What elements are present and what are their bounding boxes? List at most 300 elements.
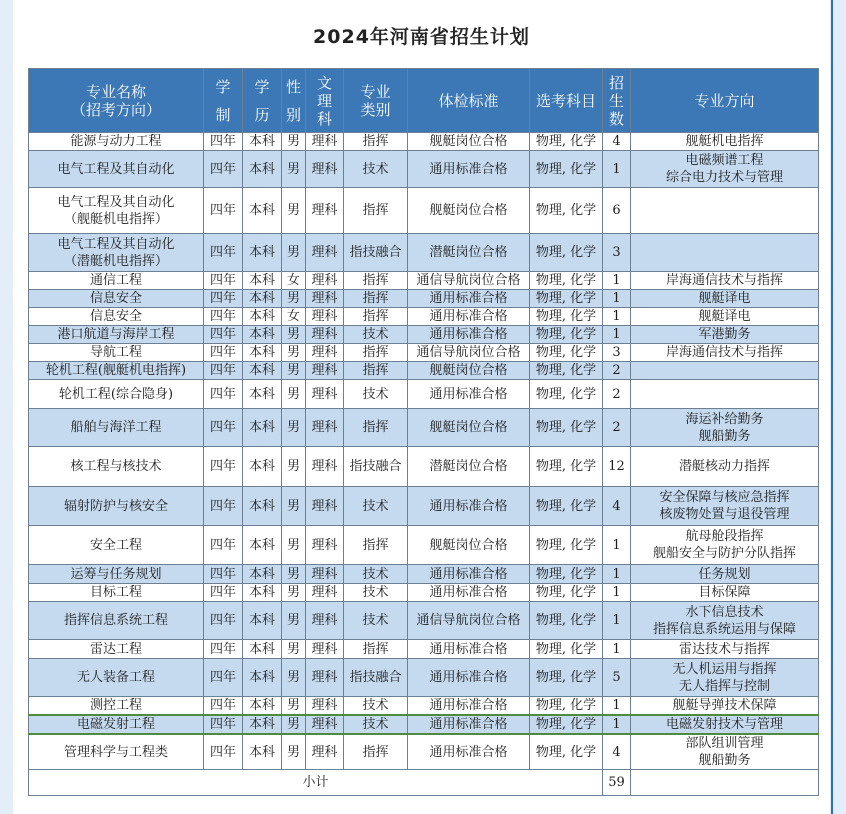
- cell-direction-line: 舰艇机电指挥: [685, 134, 764, 149]
- cell-duration: 四年: [204, 715, 243, 734]
- cell-major-line: 能源与动力工程: [70, 134, 162, 149]
- header-quota-line: 招: [608, 73, 624, 92]
- cell-physical: 通用标准合格: [408, 640, 530, 659]
- header-degree: [243, 69, 282, 133]
- cell-direction-line: 部队组训管理: [685, 736, 764, 751]
- cell-major: [29, 380, 204, 409]
- page-right-border: [831, 0, 833, 814]
- cell-direction-line: 舰艇译电: [698, 309, 751, 324]
- cell-degree: 本科: [243, 697, 282, 716]
- cell-physical: 通用标准合格: [408, 697, 530, 716]
- cell-gender: 男: [282, 133, 306, 151]
- cell-degree: 本科: [243, 188, 282, 234]
- cell-gender: 男: [282, 290, 306, 308]
- cell-track: 理科: [306, 697, 344, 716]
- cell-duration: 四年: [204, 734, 243, 770]
- table-row: [29, 380, 819, 409]
- cell-quota: 5: [603, 659, 631, 697]
- cell-physical: 通用标准合格: [408, 290, 530, 308]
- cell-gender: 男: [282, 659, 306, 697]
- cell-category: 指挥: [344, 272, 408, 290]
- cell-track: 理科: [306, 188, 344, 234]
- cell-category: 指技融合: [344, 659, 408, 697]
- cell-degree: 本科: [243, 380, 282, 409]
- cell-direction-line: 舰船勤务: [698, 753, 751, 768]
- cell-degree: 本科: [243, 487, 282, 526]
- cell-major: [29, 133, 204, 151]
- cell-major: [29, 362, 204, 380]
- cell-duration: 四年: [204, 697, 243, 716]
- cell-duration: 四年: [204, 380, 243, 409]
- cell-track: 理科: [306, 272, 344, 290]
- table-row: [29, 697, 819, 716]
- cell-subjects: 物理, 化学: [530, 188, 603, 234]
- table-row: [29, 565, 819, 584]
- cell-physical: 通用标准合格: [408, 151, 530, 188]
- cell-direction: [631, 409, 819, 447]
- cell-gender: 女: [282, 272, 306, 290]
- cell-duration: 四年: [204, 584, 243, 602]
- cell-degree: 本科: [243, 308, 282, 326]
- cell-degree: 本科: [243, 362, 282, 380]
- cell-direction-line: 电磁发射技术与管理: [665, 717, 783, 732]
- header-gender: [282, 69, 306, 133]
- cell-degree: 本科: [243, 526, 282, 565]
- cell-quota: 2: [603, 380, 631, 409]
- cell-gender: 男: [282, 640, 306, 659]
- cell-category: 指挥: [344, 344, 408, 362]
- cell-subjects: 物理, 化学: [530, 380, 603, 409]
- cell-degree: 本科: [243, 409, 282, 447]
- cell-track: 理科: [306, 447, 344, 487]
- cell-major-line: 辐射防护与核安全: [63, 498, 168, 514]
- table-row: [29, 447, 819, 487]
- cell-direction: [631, 697, 819, 716]
- cell-quota: 1: [603, 526, 631, 565]
- cell-subjects: 物理, 化学: [530, 697, 603, 716]
- cell-direction: [631, 234, 819, 272]
- cell-quota: 1: [603, 602, 631, 640]
- cell-major: [29, 565, 204, 584]
- cell-gender: 男: [282, 584, 306, 602]
- cell-duration: 四年: [204, 659, 243, 697]
- cell-physical: 通用标准合格: [408, 734, 530, 770]
- cell-direction-line: 无人机运用与指挥: [672, 661, 777, 677]
- header-quota-line: 数: [608, 109, 624, 128]
- cell-category: 技术: [344, 715, 408, 734]
- cell-track: 理科: [306, 659, 344, 697]
- cell-duration: 四年: [204, 602, 243, 640]
- cell-subjects: 物理, 化学: [530, 362, 603, 380]
- cell-degree: 本科: [243, 290, 282, 308]
- header-gender-line: 别: [285, 105, 301, 124]
- cell-direction-line: 安全保障与核应急指挥: [659, 490, 790, 505]
- header-gender-line: 性: [285, 77, 301, 96]
- table-row: [29, 272, 819, 290]
- cell-track: 理科: [306, 715, 344, 734]
- cell-quota: 1: [603, 715, 631, 734]
- cell-direction-line: 海运补给勤务: [685, 411, 764, 427]
- cell-quota: 3: [603, 234, 631, 272]
- table-row: [29, 526, 819, 565]
- cell-track: 理科: [306, 326, 344, 344]
- cell-track: 理科: [306, 526, 344, 565]
- cell-duration: 四年: [204, 234, 243, 272]
- cell-direction: [631, 640, 819, 659]
- cell-direction-line: 任务规划: [698, 566, 751, 582]
- cell-direction-line: 舰船安全与防护分队指挥: [652, 546, 796, 561]
- cell-physical: 通用标准合格: [408, 487, 530, 526]
- cell-subjects: 物理, 化学: [530, 133, 603, 151]
- cell-major: [29, 234, 204, 272]
- table-row: [29, 234, 819, 272]
- cell-duration: 四年: [204, 565, 243, 584]
- cell-gender: 男: [282, 409, 306, 447]
- header-category-line: 类别: [360, 100, 391, 119]
- cell-category: 指挥: [344, 362, 408, 380]
- cell-category: 指挥: [344, 188, 408, 234]
- cell-major-line: 电气工程及其自动化: [57, 236, 175, 252]
- cell-quota: 1: [603, 640, 631, 659]
- cell-category: 指挥: [344, 734, 408, 770]
- cell-quota: 6: [603, 188, 631, 234]
- cell-quota: 4: [603, 487, 631, 526]
- cell-major-line: 雷达工程: [89, 641, 142, 657]
- cell-gender: 男: [282, 602, 306, 640]
- cell-major-line: 无人装备工程: [76, 670, 155, 685]
- cell-direction: [631, 584, 819, 602]
- cell-physical: 潜艇岗位合格: [408, 234, 530, 272]
- cell-category: 指挥: [344, 133, 408, 151]
- table-row: [29, 584, 819, 602]
- cell-major: [29, 188, 204, 234]
- cell-direction: [631, 151, 819, 188]
- cell-track: 理科: [306, 344, 344, 362]
- subtotal-quota: 59: [603, 770, 631, 796]
- cell-quota: 1: [603, 308, 631, 326]
- cell-subjects: 物理, 化学: [530, 409, 603, 447]
- cell-gender: 男: [282, 565, 306, 584]
- cell-category: 指挥: [344, 308, 408, 326]
- cell-direction-line: 岸海通信技术与指挥: [665, 345, 783, 360]
- cell-duration: 四年: [204, 151, 243, 188]
- cell-degree: 本科: [243, 659, 282, 697]
- cell-degree: 本科: [243, 565, 282, 584]
- cell-major-line: （潜艇机电指挥）: [63, 253, 168, 269]
- cell-track: 理科: [306, 584, 344, 602]
- cell-major-line: 电气工程及其自动化: [57, 161, 175, 177]
- header-degree-line: 历: [254, 105, 270, 124]
- cell-subjects: 物理, 化学: [530, 272, 603, 290]
- cell-direction-line: 电磁频谱工程: [685, 153, 764, 168]
- cell-subjects: 物理, 化学: [530, 526, 603, 565]
- table-row: [29, 409, 819, 447]
- cell-major-line: 轮机工程(综合隐身): [58, 386, 174, 402]
- header-track-line: 文: [316, 73, 332, 92]
- cell-duration: 四年: [204, 362, 243, 380]
- cell-duration: 四年: [204, 188, 243, 234]
- cell-quota: 2: [603, 362, 631, 380]
- cell-physical: 舰艇岗位合格: [408, 133, 530, 151]
- page-title: 2024年河南省招生计划: [313, 26, 530, 48]
- cell-physical: 通信导航岗位合格: [408, 602, 530, 640]
- cell-degree: 本科: [243, 133, 282, 151]
- table-row: [29, 715, 819, 734]
- table-row: [29, 640, 819, 659]
- table-row: [29, 602, 819, 640]
- cell-gender: 男: [282, 380, 306, 409]
- cell-track: 理科: [306, 234, 344, 272]
- cell-physical: 舰艇岗位合格: [408, 409, 530, 447]
- cell-category: 指挥: [344, 640, 408, 659]
- cell-degree: 本科: [243, 344, 282, 362]
- cell-quota: 1: [603, 290, 631, 308]
- header-track-line: 理: [316, 91, 332, 110]
- cell-track: 理科: [306, 308, 344, 326]
- cell-gender: 男: [282, 487, 306, 526]
- cell-gender: 男: [282, 344, 306, 362]
- cell-major: [29, 151, 204, 188]
- cell-direction: [631, 602, 819, 640]
- cell-major: [29, 409, 204, 447]
- cell-direction-line: 雷达技术与指挥: [678, 641, 770, 657]
- cell-major-line: 电磁发射工程: [76, 717, 155, 732]
- cell-quota: 1: [603, 272, 631, 290]
- cell-physical: 通用标准合格: [408, 380, 530, 409]
- cell-degree: 本科: [243, 447, 282, 487]
- cell-physical: 通用标准合格: [408, 565, 530, 584]
- cell-major: [29, 526, 204, 565]
- cell-quota: 4: [603, 734, 631, 770]
- cell-subjects: 物理, 化学: [530, 602, 603, 640]
- cell-quota: 1: [603, 697, 631, 716]
- subtotal-label: 小计: [29, 770, 603, 796]
- cell-quota: 1: [603, 565, 631, 584]
- cell-major: [29, 326, 204, 344]
- cell-major-line: 港口航道与海岸工程: [57, 327, 175, 342]
- cell-degree: 本科: [243, 272, 282, 290]
- cell-direction: [631, 272, 819, 290]
- cell-category: 指挥: [344, 290, 408, 308]
- cell-direction: [631, 380, 819, 409]
- cell-category: 指挥: [344, 409, 408, 447]
- cell-duration: 四年: [204, 290, 243, 308]
- cell-direction-line: 舰船勤务: [698, 428, 751, 444]
- cell-major: [29, 584, 204, 602]
- cell-duration: 四年: [204, 447, 243, 487]
- header-duration-line: 制: [215, 105, 231, 124]
- cell-major-line: 安全工程: [89, 537, 142, 553]
- cell-major: [29, 659, 204, 697]
- cell-physical: 舰艇岗位合格: [408, 362, 530, 380]
- cell-major-line: 核工程与核技术: [70, 459, 162, 474]
- cell-track: 理科: [306, 602, 344, 640]
- table-row: [29, 487, 819, 526]
- cell-direction: [631, 326, 819, 344]
- cell-physical: 通用标准合格: [408, 715, 530, 734]
- cell-degree: 本科: [243, 715, 282, 734]
- table-row: [29, 290, 819, 308]
- cell-quota: 1: [603, 584, 631, 602]
- cell-major: [29, 290, 204, 308]
- cell-physical: 通用标准合格: [408, 308, 530, 326]
- table-row: [29, 362, 819, 380]
- cell-track: 理科: [306, 151, 344, 188]
- cell-major: [29, 602, 204, 640]
- subtotal-direction: [631, 770, 819, 796]
- cell-major: [29, 344, 204, 362]
- cell-subjects: 物理, 化学: [530, 326, 603, 344]
- cell-duration: 四年: [204, 526, 243, 565]
- cell-major: [29, 447, 204, 487]
- cell-major: [29, 715, 204, 734]
- cell-physical: 通信导航岗位合格: [408, 272, 530, 290]
- cell-gender: 男: [282, 151, 306, 188]
- cell-quota: 4: [603, 133, 631, 151]
- page-left-margin: [0, 0, 13, 814]
- header-duration-line: 学: [215, 77, 231, 96]
- cell-category: 指技融合: [344, 234, 408, 272]
- header-quota-line: 生: [608, 91, 624, 110]
- header-track: [306, 69, 344, 133]
- cell-direction-line: 军港勤务: [698, 327, 751, 342]
- enrollment-plan-table: [28, 68, 819, 796]
- cell-gender: 男: [282, 447, 306, 487]
- cell-direction: [631, 659, 819, 697]
- cell-major-line: 船舶与海洋工程: [70, 420, 162, 435]
- cell-direction-line: 潜艇核动力指挥: [678, 459, 770, 474]
- cell-physical: 舰艇岗位合格: [408, 188, 530, 234]
- cell-direction: [631, 308, 819, 326]
- cell-gender: 男: [282, 234, 306, 272]
- cell-gender: 男: [282, 715, 306, 734]
- cell-direction-line: 航母舱段指挥: [685, 529, 764, 544]
- cell-gender: 男: [282, 526, 306, 565]
- cell-category: 技术: [344, 487, 408, 526]
- cell-degree: 本科: [243, 584, 282, 602]
- cell-track: 理科: [306, 409, 344, 447]
- cell-subjects: 物理, 化学: [530, 234, 603, 272]
- table-row: [29, 308, 819, 326]
- cell-direction-line: 指挥信息系统运用与保障: [652, 621, 796, 637]
- cell-track: 理科: [306, 133, 344, 151]
- cell-gender: 男: [282, 326, 306, 344]
- cell-duration: 四年: [204, 344, 243, 362]
- cell-category: 技术: [344, 380, 408, 409]
- cell-gender: 男: [282, 697, 306, 716]
- cell-major-line: 指挥信息系统工程: [63, 613, 168, 628]
- cell-quota: 1: [603, 151, 631, 188]
- cell-track: 理科: [306, 640, 344, 659]
- cell-physical: 通用标准合格: [408, 659, 530, 697]
- cell-major-line: 管理科学与工程类: [63, 744, 168, 760]
- cell-subjects: 物理, 化学: [530, 659, 603, 697]
- cell-direction-line: 无人指挥与控制: [678, 678, 770, 694]
- cell-major-line: 目标工程: [89, 585, 142, 600]
- cell-track: 理科: [306, 565, 344, 584]
- table-row: [29, 734, 819, 770]
- cell-quota: 1: [603, 326, 631, 344]
- cell-major: [29, 640, 204, 659]
- cell-duration: 四年: [204, 272, 243, 290]
- cell-quota: 12: [603, 447, 631, 487]
- cell-direction: [631, 447, 819, 487]
- table-header-row: [29, 69, 819, 133]
- cell-subjects: 物理, 化学: [530, 344, 603, 362]
- cell-physical: 通用标准合格: [408, 326, 530, 344]
- cell-track: 理科: [306, 380, 344, 409]
- cell-major-line: 通信工程: [89, 273, 142, 288]
- cell-category: 技术: [344, 565, 408, 584]
- cell-subjects: 物理, 化学: [530, 565, 603, 584]
- cell-direction: [631, 715, 819, 734]
- table-body: [29, 133, 819, 770]
- cell-gender: 男: [282, 734, 306, 770]
- cell-category: 技术: [344, 602, 408, 640]
- cell-major-line: 电气工程及其自动化: [57, 194, 175, 210]
- cell-category: 技术: [344, 697, 408, 716]
- cell-track: 理科: [306, 734, 344, 770]
- table-row: [29, 326, 819, 344]
- cell-direction: [631, 133, 819, 151]
- cell-duration: 四年: [204, 326, 243, 344]
- cell-category: 技术: [344, 151, 408, 188]
- cell-duration: 四年: [204, 409, 243, 447]
- cell-subjects: 物理, 化学: [530, 308, 603, 326]
- cell-direction: [631, 362, 819, 380]
- cell-gender: 男: [282, 362, 306, 380]
- cell-track: 理科: [306, 487, 344, 526]
- cell-degree: 本科: [243, 234, 282, 272]
- cell-major-line: 导航工程: [89, 345, 142, 360]
- cell-track: 理科: [306, 290, 344, 308]
- cell-duration: 四年: [204, 133, 243, 151]
- table-row: [29, 659, 819, 697]
- cell-direction-line: 舰艇译电: [698, 291, 751, 306]
- header-quota: [603, 69, 631, 133]
- cell-physical: 通用标准合格: [408, 584, 530, 602]
- cell-major-line: （舰艇机电指挥）: [63, 211, 168, 227]
- cell-direction: [631, 734, 819, 770]
- cell-subjects: 物理, 化学: [530, 734, 603, 770]
- cell-gender: 男: [282, 188, 306, 234]
- cell-direction: [631, 487, 819, 526]
- cell-direction-line: 舰艇导弹技术保障: [672, 698, 777, 713]
- cell-track: 理科: [306, 362, 344, 380]
- cell-category: 技术: [344, 326, 408, 344]
- cell-category: 技术: [344, 584, 408, 602]
- cell-subjects: 物理, 化学: [530, 640, 603, 659]
- cell-direction: [631, 344, 819, 362]
- cell-degree: 本科: [243, 734, 282, 770]
- cell-physical: 潜艇岗位合格: [408, 447, 530, 487]
- cell-duration: 四年: [204, 308, 243, 326]
- cell-direction-line: 岸海通信技术与指挥: [665, 273, 783, 288]
- cell-direction-line: 水下信息技术: [685, 604, 764, 620]
- cell-duration: 四年: [204, 640, 243, 659]
- cell-quota: 2: [603, 409, 631, 447]
- header-major: [29, 69, 204, 133]
- cell-category: 指挥: [344, 526, 408, 565]
- cell-direction: [631, 188, 819, 234]
- cell-major-line: 信息安全: [89, 291, 142, 306]
- table-row: [29, 188, 819, 234]
- cell-major: [29, 272, 204, 290]
- cell-direction-line: 核废物处置与退役管理: [659, 507, 790, 522]
- cell-subjects: 物理, 化学: [530, 447, 603, 487]
- cell-physical: 舰艇岗位合格: [408, 526, 530, 565]
- header-major-line: 专业名称: [85, 82, 146, 101]
